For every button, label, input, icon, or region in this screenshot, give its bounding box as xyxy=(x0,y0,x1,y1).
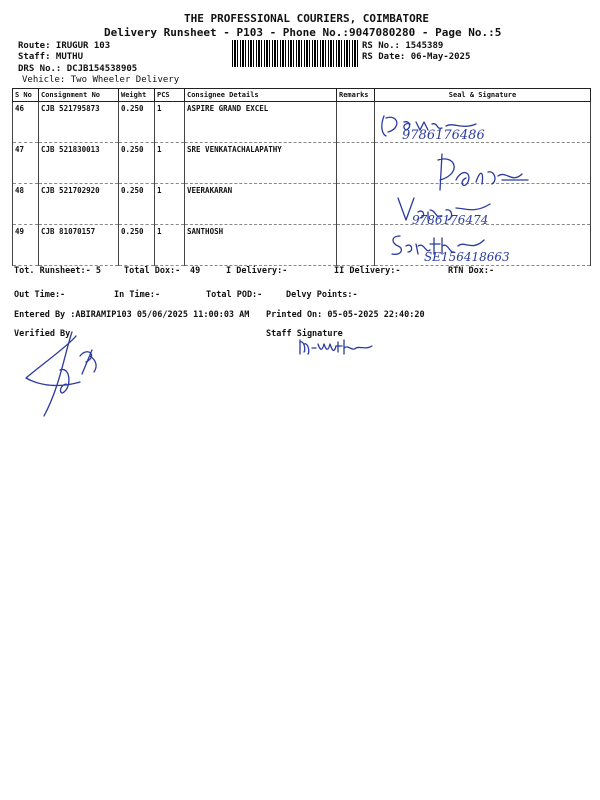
ii-delivery: II Delivery:- xyxy=(334,266,401,276)
cell-weight: 0.250 xyxy=(119,102,155,143)
cell-weight: 0.250 xyxy=(119,143,155,184)
header-remarks: Remarks xyxy=(337,89,375,102)
i-delivery: I Delivery:- xyxy=(226,266,288,276)
header-consignment: Consignment No xyxy=(39,89,119,102)
cell-consignment: CJB 521702920 xyxy=(39,184,119,225)
cell-sno: 47 xyxy=(13,143,39,184)
cell-sno: 46 xyxy=(13,102,39,143)
vehicle-label: Vehicle: Two Wheeler Delivery xyxy=(22,75,180,85)
handwriting-row48: 9786176474 xyxy=(412,213,489,227)
tot-runsheet: Tot. Runsheet:- 5 xyxy=(14,266,101,276)
cell-consignment: CJB 81070157 xyxy=(39,225,119,266)
cell-consignee: VEERAKARAN xyxy=(185,184,337,225)
rs-number: RS No.: 1545389 xyxy=(362,41,444,51)
header-consignee: Consignee Details xyxy=(185,89,337,102)
verified-by-label: Verified By xyxy=(14,329,71,339)
cell-pcs: 1 xyxy=(155,225,185,266)
delvy-points: Delvy Points:- xyxy=(286,290,358,300)
staff-label: Staff: MUTHU xyxy=(18,52,84,62)
table-header-row xyxy=(13,89,591,102)
header-sno: S No xyxy=(13,89,39,102)
cell-pcs: 1 xyxy=(155,184,185,225)
total-dox-label: Total Dox:- xyxy=(124,266,181,276)
header-signature: Seal & Signature xyxy=(375,89,591,102)
cell-consignment: CJB 521830013 xyxy=(39,143,119,184)
cell-consignee: SANTHOSH xyxy=(185,225,337,266)
handwriting-row46: 9786176486 xyxy=(402,128,485,143)
cell-consignment: CJB 521795873 xyxy=(39,102,119,143)
barcode xyxy=(232,40,358,67)
route-label: Route: IRUGUR 103 xyxy=(18,41,111,51)
cell-remarks xyxy=(337,143,375,184)
out-time: Out Time:- xyxy=(14,290,66,300)
signature-row47 xyxy=(432,150,542,196)
in-time: In Time:- xyxy=(114,290,161,300)
cell-weight: 0.250 xyxy=(119,184,155,225)
cell-weight: 0.250 xyxy=(119,225,155,266)
drs-number: DRS No.: DCJB154538905 xyxy=(18,64,138,74)
cell-remarks xyxy=(337,102,375,143)
printed-on: Printed On: 05-05-2025 22:40:20 xyxy=(266,310,425,320)
cell-consignee: ASPIRE GRAND EXCEL xyxy=(185,102,337,143)
entered-by: Entered By :ABIRAMIP103 05/06/2025 11:00:03 AM xyxy=(14,310,250,320)
cell-remarks xyxy=(337,184,375,225)
cell-pcs: 1 xyxy=(155,143,185,184)
staff-signature-label: Staff Signature xyxy=(266,329,343,339)
staff-signature xyxy=(296,336,376,360)
total-pod: Total POD:- xyxy=(206,290,263,300)
rtn-dox: RTN Dox:- xyxy=(448,266,495,276)
cell-sno: 48 xyxy=(13,184,39,225)
cell-sno: 49 xyxy=(13,225,39,266)
verifier-signature xyxy=(20,326,110,422)
total-dox-value: 49 xyxy=(190,266,201,276)
cell-remarks xyxy=(337,225,375,266)
cell-consignee: SRE VENKATACHALAPATHY xyxy=(185,143,337,184)
runsheet-title: Delivery Runsheet - P103 - Phone No.:9047080280 - Page No.:5 xyxy=(104,26,502,39)
company-name: THE PROFESSIONAL COURIERS, COIMBATORE xyxy=(184,12,430,25)
handwriting-row49: SE156418663 xyxy=(424,250,510,264)
rs-date: RS Date: 06-May-2025 xyxy=(362,52,471,62)
header-weight: Weight xyxy=(119,89,155,102)
cell-pcs: 1 xyxy=(155,102,185,143)
header-pcs: PCS xyxy=(155,89,185,102)
